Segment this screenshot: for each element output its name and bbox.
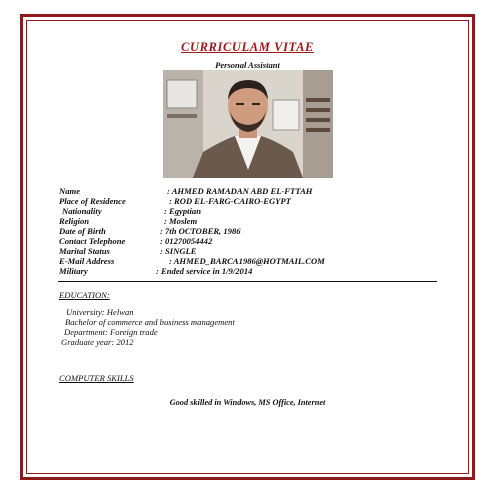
info-label: Date of Birth	[59, 226, 106, 236]
education-university: University: Helwan	[66, 307, 134, 317]
info-value: : AHMED_BARCA1986@HOTMAIL.COM	[169, 256, 325, 266]
info-value: : 01270054442	[160, 236, 213, 246]
info-label: Religion	[59, 216, 90, 226]
info-label: Place of Residence	[59, 196, 126, 206]
cv-subtitle: Personal Assistant	[215, 60, 280, 70]
info-label: Contact Telephone	[59, 236, 126, 246]
info-value: : ROD EL-FARG-CAIRO-EGYPT	[169, 196, 291, 206]
info-value: : Moslem	[164, 216, 198, 226]
education-heading: EDUCATION:	[59, 290, 110, 300]
profile-photo	[163, 70, 333, 178]
education-graduation: Graduate year: 2012	[61, 337, 134, 347]
info-label: Nationality	[62, 206, 102, 216]
info-value: : Egyptian	[164, 206, 202, 216]
cv-title: CURRICULAM VITAE	[181, 40, 314, 54]
computer-skills-text: Good skilled in Windows, MS Office, Internet	[169, 398, 326, 407]
info-value: : 7th OCTOBER, 1986	[160, 226, 241, 236]
info-label: Name	[59, 186, 81, 196]
info-value: : AHMED RAMADAN ABD EL-FTTAH	[167, 186, 313, 196]
info-label: Military	[59, 266, 88, 276]
info-label: Marital Status	[59, 246, 110, 256]
education-department: Department: Foreign trade	[64, 327, 158, 337]
education-degree: Bachelor of commerce and business management	[65, 317, 235, 327]
info-value: : SINGLE	[160, 246, 197, 256]
info-label: E-Mail Address	[59, 256, 115, 266]
section-divider	[58, 281, 437, 282]
info-value: : Ended service in 1/9/2014	[156, 266, 253, 276]
computer-skills-heading: COMPUTER SKILLS	[59, 373, 134, 383]
